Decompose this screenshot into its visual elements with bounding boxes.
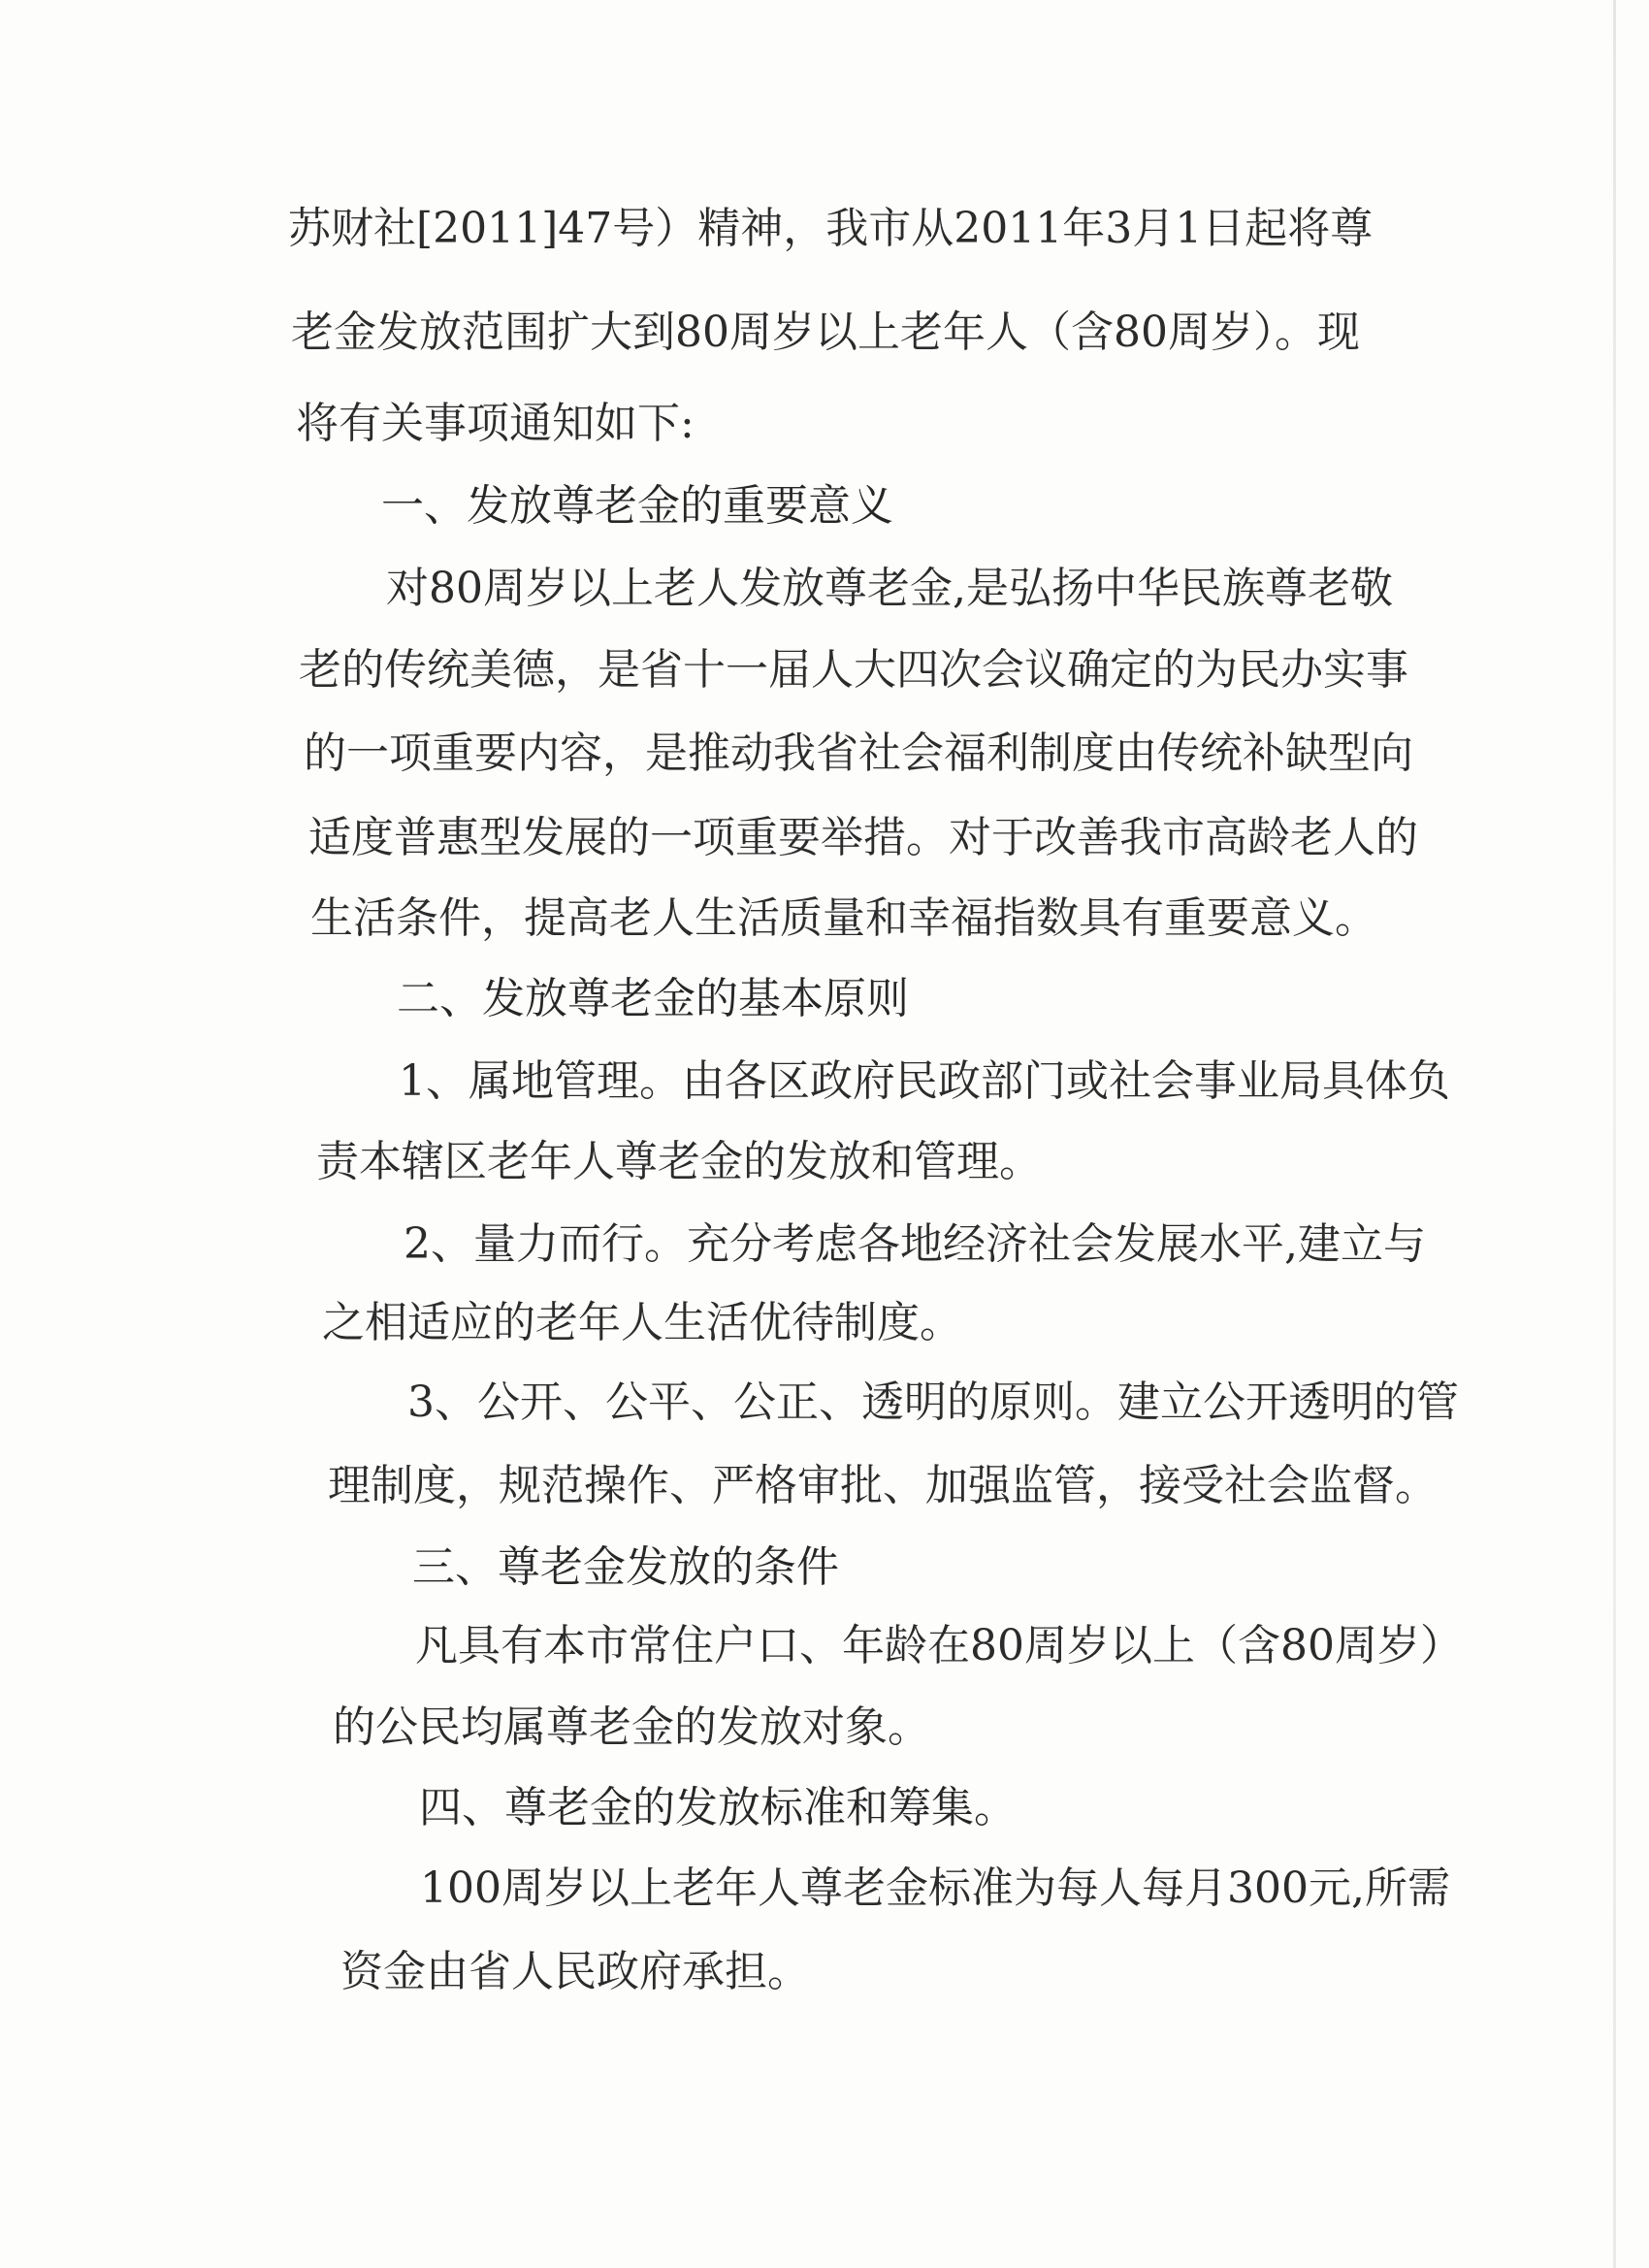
section-heading-3: 三、尊老金发放的条件 xyxy=(412,1542,839,1592)
text-line-15: 3、公开、公平、公正、透明的原则。建立公开透明的管 xyxy=(407,1377,1459,1427)
section-heading-4: 四、尊老金的发放标准和筹集。 xyxy=(419,1783,1017,1832)
text-line-2: 老金发放范围扩大到80周岁以上老年人（含80周岁）。现 xyxy=(291,308,1360,357)
text-line-21: 100周岁以上老年人尊老金标准为每人每月300元,所需 xyxy=(420,1863,1450,1913)
text-line-7: 的一项重要内容，是推动我省社会福利制度由传统补缺型向 xyxy=(304,729,1413,778)
text-line-8: 适度普惠型发展的一项重要举措。对于改善我市高龄老人的 xyxy=(308,813,1418,862)
text-line-19: 的公民均属尊老金的发放对象。 xyxy=(333,1702,930,1752)
text-line-18: 凡具有本市常住户口、年龄在80周岁以上（含80周岁） xyxy=(415,1621,1463,1670)
section-heading-2: 二、发放尊老金的基本原则 xyxy=(397,974,909,1023)
text-line-3: 将有关事项通知如下: xyxy=(296,399,695,448)
text-line-16: 理制度，规范操作、严格审批、加强监管，接受社会监督。 xyxy=(328,1461,1438,1510)
text-line-11: 1、属地管理。由各区政府民政部门或社会事业局具体负 xyxy=(399,1056,1450,1106)
text-line-13: 2、量力而行。充分考虑各地经济社会发展水平,建立与 xyxy=(404,1219,1426,1269)
text-line-12: 责本辖区老年人尊老金的发放和管理。 xyxy=(316,1137,1042,1186)
text-line-9: 生活条件，提高老人生活质量和幸福指数具有重要意义。 xyxy=(310,893,1377,943)
text-line-6: 老的传统美德，是省十一届人大四次会议确定的为民办实事 xyxy=(299,645,1408,695)
text-line-14: 之相适应的老年人生活优待制度。 xyxy=(322,1298,962,1347)
text-line-5: 对80周岁以上老人发放尊老金,是弘扬中华民族尊老敬 xyxy=(386,564,1393,613)
text-line-1: 苏财社[2011]47号）精神，我市从2011年3月1日起将尊 xyxy=(288,204,1374,253)
scan-edge xyxy=(1613,0,1616,2268)
section-heading-1: 一、发放尊老金的重要意义 xyxy=(381,481,893,531)
text-line-22: 资金由省人民政府承担。 xyxy=(340,1947,810,1996)
